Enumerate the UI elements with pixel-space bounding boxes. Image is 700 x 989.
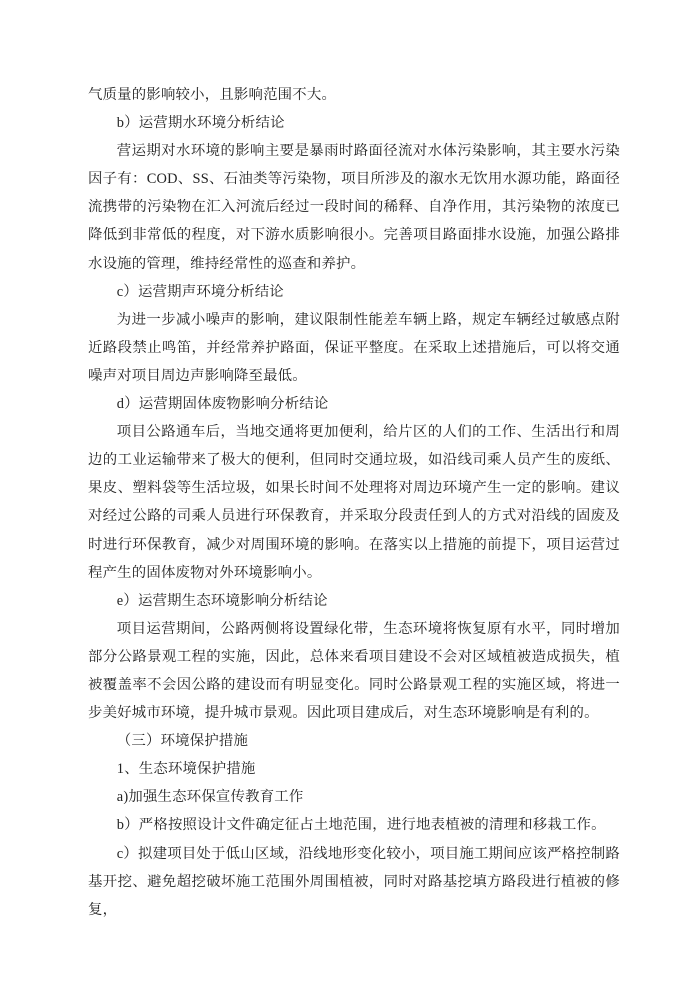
heading-b-water-environment: b）运营期水环境分析结论 (116, 115, 285, 132)
paragraph-solid-waste: 项目公路通车后，当地交通将更加便利，给片区的人们的工作、生活出行和周边的工业运输带来了极大的便利，但同时交通垃圾，如沿线司乘人员产生的废纸、果皮、塑料袋等生活垃圾，如果长时间不处理将对周边环境产生一定的影响。建议对经过公路的司乘人员进行环保教育，并采取分段责任到人的方式对沿线的固废及时进行环保教育，减少对周围环境的影响。在落实以上措施的前提下，项目运营过程产生的固体废物对外环境影响小。 (88, 424, 620, 581)
heading-1-eco-protection-measures: 1、生态环境保护措施 (116, 761, 256, 778)
list-item-c-roadbed-excavation: c）拟建项目处于低山区域，沿线地形变化较小，项目施工期间应该严格控制路基开挖、避免超挖破坏施工范围外周围植被，同时对路基挖填方路段进行植被的修复， (88, 845, 620, 918)
document-text-block (88, 81, 620, 924)
paragraph-noise-environment: 为进一步减小噪声的影响，建议限制性能差车辆上路，规定车辆经过敏感点附近路段禁止鸣笛，并经常养护路面，保证平整度。在采取上述措施后，可以将交通噪声对项目周边声影响降至最低。 (88, 311, 620, 384)
heading-section-3-env-protection: （三）环境保护措施 (116, 733, 249, 750)
paragraph-ecology: 项目运营期间，公路两侧将设置绿化带，生态环境将恢复原有水平，同时增加部分公路景观工程的实施，因此，总体来看项目建设不会对区域植被造成损失，植被覆盖率不会因公路的建设而有明显变化。同时公路景观工程的实施区域，将进一步美好城市环境，提升城市景观。因此项目建成后，对生态环境影响是有利的。 (88, 620, 620, 722)
list-item-a-publicity: a)加强生态环保宣传教育工作 (116, 789, 304, 806)
list-item-b-land-scope: b）严格按照设计文件确定征占土地范围，进行地表植被的清理和移栽工作。 (116, 817, 606, 834)
heading-c-noise-environment: c）运营期声环境分析结论 (116, 283, 284, 300)
paragraph-water-environment: 营运期对水环境的影响主要是暴雨时路面径流对水体污染影响，其主要水污染因子有：COD、SS、石油类等污染物，项目所涉及的溆水无饮用水源功能，路面径流携带的污染物在汇入河流后经过一段时间的稀释、自净作用，其污染物的浓度已降低到非常低的程度，对下游水质影响很小。完善项目路面排水设施，加强公路排水设施的管理，维持经常性的巡查和养护。 (88, 143, 620, 272)
heading-e-ecology: e）运营期生态环境影响分析结论 (116, 592, 328, 609)
paragraph-continuation-air-quality: 气质量的影响较小，且影响范围不大。 (88, 87, 337, 103)
heading-d-solid-waste: d）运营期固体废物影响分析结论 (116, 396, 329, 413)
